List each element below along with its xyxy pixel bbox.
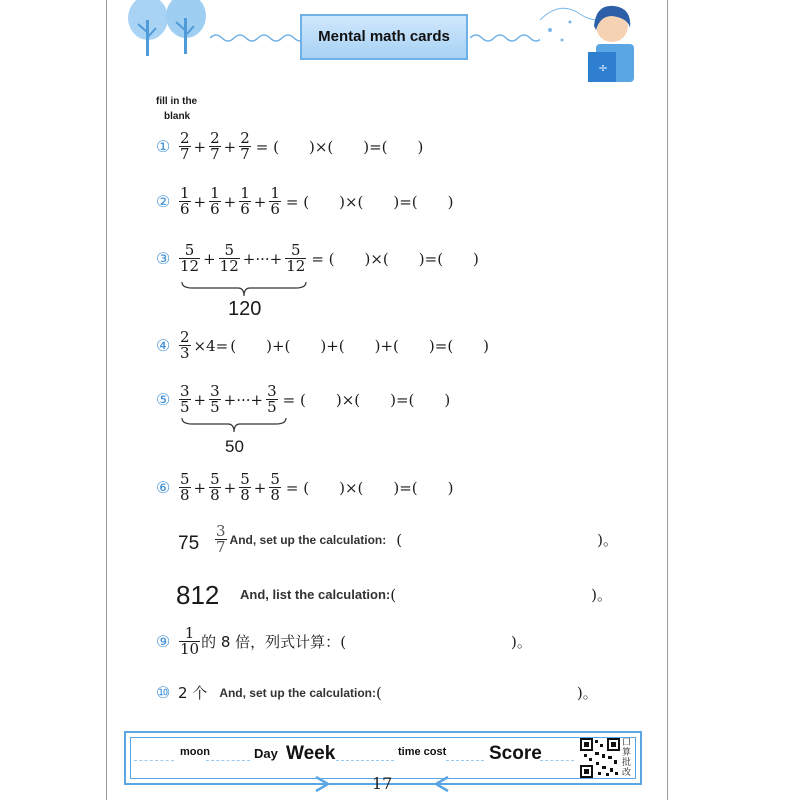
instruction-text: And, list the calculation: [240, 587, 391, 602]
fraction [266, 384, 278, 415]
numerator: 5 [184, 241, 195, 259]
score-label: Score [489, 743, 542, 764]
denominator: 6 [270, 200, 280, 218]
answer-blanks[interactable]: ( )+( )+( )+( )=( ) [230, 337, 490, 355]
denominator: 6 [210, 200, 220, 218]
qr-caption: 口算批改 [622, 738, 632, 778]
problem-number: ⑩ [156, 683, 171, 702]
problem-number: ⑨ [156, 632, 171, 651]
denominator: 12 [219, 257, 239, 275]
problem-5: ⑤ $\frac{3}{5}$ + $\frac{3}{5}$ +···+ $\frac{3}{5}$ = ( )×( )=( ) [156, 382, 451, 416]
denominator: 7 [240, 145, 250, 163]
month-label: moon [180, 746, 210, 758]
problem-2: ② $\frac{1}{6}$ + $\frac{1}{6}$ + $\frac{1}{6}$ + $\frac{1}{6}$ = ( )×( )=( ) [156, 184, 454, 218]
arrow-left-icon [428, 774, 574, 794]
answer-blanks[interactable]: = ( )×( )=( ) [311, 250, 479, 268]
fraction [239, 186, 251, 217]
fraction [179, 626, 200, 657]
numerator: 2 [210, 129, 220, 147]
page-title: Mental math cards [300, 14, 468, 60]
answer-blank[interactable]: ( )。 [340, 633, 532, 651]
denominator: 8 [180, 486, 190, 504]
numerator: 2 [240, 129, 250, 147]
wave-left-decoration [210, 30, 302, 46]
problem-8 [240, 584, 612, 605]
problem-number: ③ [156, 249, 171, 268]
denominator: 8 [240, 486, 250, 504]
denominator: 7 [180, 145, 190, 163]
denominator: 8 [210, 486, 220, 504]
denominator: 3 [180, 344, 190, 362]
tree-decoration-icon [124, 0, 214, 60]
problem-number: ⑤ [156, 390, 171, 409]
numerator: 5 [224, 241, 234, 259]
fraction [219, 243, 240, 274]
ellipsis-operator: +···+ [223, 390, 264, 409]
fraction [209, 384, 221, 415]
numerator: 1 [240, 184, 250, 202]
denominator: 10 [180, 640, 200, 658]
underbrace-count: 50 [225, 437, 244, 456]
instruction-line-2: blank [164, 111, 191, 122]
problem-1: ① $\frac{2}{7}$ + $\frac{2}{7}$ + $\frac{2}{7}$ = ( )×( )=( ) [156, 129, 424, 163]
problem-number: ② [156, 192, 171, 211]
arrow-right-icon [190, 774, 336, 794]
underbrace-icon [180, 416, 288, 434]
instruction-text: And, set up the calculation: [229, 532, 387, 547]
numerator: 5 [290, 241, 301, 259]
numerator: 1 [180, 184, 190, 202]
problem-number: ④ [156, 336, 171, 355]
multiply-operator: ×4= [193, 336, 229, 355]
numerator: 5 [180, 470, 190, 488]
underbrace-icon [180, 280, 308, 298]
denominator: 6 [240, 200, 250, 218]
denominator: 5 [210, 398, 220, 416]
numerator: 3 [210, 382, 220, 400]
fraction [179, 330, 191, 361]
fraction [269, 472, 281, 503]
problem-prefix: 2 个 [178, 684, 208, 702]
problem-value: 75 [178, 533, 200, 554]
answer-blank[interactable]: ( )。 [390, 586, 612, 604]
answer-blanks[interactable]: = ( )×( )=( ) [285, 193, 454, 211]
ellipsis-operator: +···+ [242, 249, 283, 268]
numerator: 5 [210, 470, 220, 488]
problem-10 [156, 682, 598, 703]
qr-code-icon[interactable] [580, 738, 620, 778]
svg-text:÷: ÷ [598, 61, 609, 75]
fraction [215, 524, 227, 555]
fraction [269, 186, 281, 217]
girl-reading-illustration-icon [540, 0, 650, 92]
numerator: 1 [210, 184, 220, 202]
instruction-label [156, 94, 197, 124]
fraction [209, 186, 221, 217]
problem-9 [156, 626, 532, 657]
problem-3: ③ $\frac{5}{12}$ + $\frac{5}{12}$ +···+ $\frac{5}{12}$ = ( )×( )=( ) [156, 241, 479, 275]
denominator: 12 [180, 257, 200, 275]
wave-right-decoration [470, 30, 540, 46]
fraction [239, 131, 251, 162]
denominator: 8 [270, 486, 280, 504]
numerator: 3 [180, 382, 190, 400]
answer-blanks[interactable]: = ( )×( )=( ) [282, 391, 451, 409]
instruction-line-1: fill in the [156, 96, 198, 107]
problem-6: ⑥ $\frac{5}{8}$ + $\frac{5}{8}$ + $\frac{5}{8}$ + $\frac{5}{8}$ = ( )×( )=( ) [156, 470, 454, 504]
denominator: 7 [210, 145, 220, 163]
answer-blank[interactable]: ( )。 [376, 684, 598, 702]
denominator: 5 [180, 398, 190, 416]
numerator: 1 [270, 184, 280, 202]
numerator: 5 [240, 470, 250, 488]
denominator: 5 [267, 398, 277, 416]
answer-blank[interactable]: ( )。 [396, 531, 618, 549]
day-label: Day [254, 746, 278, 761]
fraction [179, 186, 191, 217]
denominator: 7 [216, 538, 226, 556]
instruction-text: 的 8 倍，列式计算： [201, 633, 341, 651]
numerator: 3 [216, 522, 226, 540]
instruction-text: And, set up the calculation: [219, 685, 376, 700]
underbrace-count: 120 [228, 298, 262, 320]
fraction [285, 243, 306, 274]
page-number: 17 [372, 774, 393, 793]
problem-number: ① [156, 137, 171, 156]
numerator: 5 [270, 470, 280, 488]
answer-blanks[interactable]: = ( )×( )=( ) [285, 479, 454, 497]
week-label: Week [286, 743, 336, 764]
numerator: 2 [180, 328, 190, 346]
fraction [179, 131, 191, 162]
problem-4 [156, 330, 489, 361]
problem-number: ⑥ [156, 478, 171, 497]
fraction [179, 384, 191, 415]
fraction [179, 472, 191, 503]
time-cost-label: time cost [398, 746, 447, 758]
numerator: 1 [184, 624, 195, 642]
fraction [239, 472, 251, 503]
denominator: 12 [286, 257, 306, 275]
denominator: 6 [180, 200, 190, 218]
problem-value: 812 [176, 580, 220, 610]
fraction [209, 472, 221, 503]
numerator: 3 [267, 382, 277, 400]
fraction [179, 243, 200, 274]
fraction [209, 131, 221, 162]
answer-blanks[interactable]: = ( )×( )=( ) [255, 138, 424, 156]
numerator: 2 [180, 129, 190, 147]
problem-7 [214, 524, 618, 555]
